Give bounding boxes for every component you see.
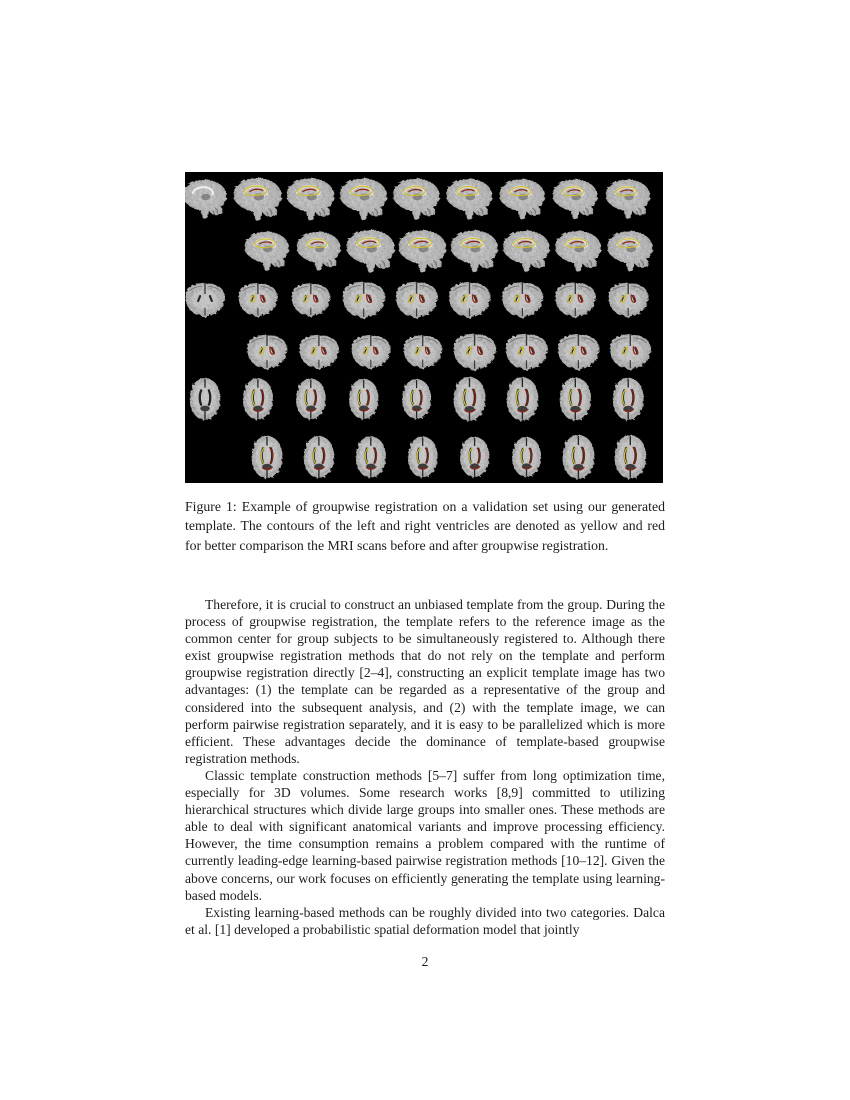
- subject-sagittal-scan: [500, 179, 545, 220]
- subject-coronal-scan: [396, 282, 437, 318]
- subject-axial-scan: [460, 437, 489, 477]
- subject-coronal-scan: [299, 335, 338, 369]
- subject-coronal-scan: [558, 335, 599, 370]
- subject-axial-scan: [507, 377, 539, 420]
- brain-grid-svg: [185, 172, 663, 483]
- template-axial-scan: [190, 378, 220, 420]
- subject-coronal-scan: [506, 334, 547, 370]
- subject-axial-scan: [252, 436, 283, 478]
- subject-sagittal-scan: [606, 180, 650, 220]
- subject-coronal-scan: [454, 334, 496, 370]
- subject-coronal-scan: [502, 283, 542, 318]
- subject-coronal-scan: [555, 283, 595, 318]
- subject-coronal-scan: [449, 283, 490, 318]
- subject-sagittal-scan: [447, 179, 493, 220]
- subject-sagittal-scan: [553, 179, 598, 219]
- subject-coronal-scan: [247, 335, 287, 369]
- page-number: 2: [421, 954, 429, 969]
- subject-sagittal-scan: [234, 178, 282, 221]
- subject-sagittal-scan: [393, 179, 439, 221]
- paragraph-3: Existing learning-based methods can be roughly divided into two categories. Dalca et al. [1] developed a probabilistic spatial deformation model that jointly: [185, 904, 665, 937]
- subject-axial-scan: [615, 435, 647, 478]
- subject-axial-scan: [454, 377, 486, 421]
- subject-axial-scan: [296, 379, 326, 420]
- subject-sagittal-scan: [451, 230, 498, 272]
- subject-coronal-scan: [292, 284, 330, 317]
- subject-axial-scan: [408, 437, 438, 478]
- subject-sagittal-scan: [287, 178, 334, 221]
- figure-caption: Figure 1: Example of groupwise registration on a validation set using our generated template. The contours of the left and right ventricles are denoted as yellow and red for better comparison the MRI scans before and after groupwise registration.: [185, 499, 665, 553]
- subject-sagittal-scan: [608, 231, 653, 272]
- subject-coronal-scan: [239, 284, 278, 317]
- subject-sagittal-scan: [347, 230, 395, 273]
- subject-coronal-scan: [610, 335, 650, 370]
- subject-axial-scan: [243, 378, 273, 419]
- subject-axial-scan: [356, 436, 386, 477]
- subject-sagittal-scan: [399, 230, 446, 273]
- subject-coronal-scan: [343, 282, 385, 318]
- figure-image: [185, 172, 663, 483]
- subject-coronal-scan: [352, 336, 391, 369]
- subject-sagittal-scan: [297, 232, 340, 271]
- body-text: [185, 596, 665, 938]
- subject-axial-scan: [613, 378, 644, 420]
- subject-axial-scan: [402, 379, 431, 419]
- subject-axial-scan: [349, 379, 378, 419]
- subject-sagittal-scan: [555, 231, 601, 272]
- paragraph-1: Therefore, it is crucial to construct an unbiased template from the group. During the process of groupwise registration, the template refers to the reference image as the common center for group subjects to be simultaneously registered to. Although there exist groupwise registration methods that do not rely on the template and perform groupwise registration directly [2–4], constructing an explicit template image has two advantages: (1) the template can be regarded as a representative of the group and considered into the subsequent analysis, and (2) with the template image, we can perform pairwise registration separately, and it is easy to be parallelized which is more efficient. These advantages decide the dominance of template-based groupwise registration methods.: [185, 597, 665, 766]
- template-coronal-scan: [185, 283, 224, 317]
- subject-axial-scan: [512, 437, 541, 477]
- paragraph-2: Classic template construction methods [5–7] suffer from long optimization time, especially for 3D volumes. Some research works [8,9] committed to utilizing hierarchical structures which divide large groups into smaller ones. These methods are able to deal with significant anatomical variants and improve processing efficiency. However, the time consumption remains a problem compared with the runtime of currently leading-edge learning-based pairwise registration methods [10–12]. Given the above concerns, our work focuses on efficiently generating the template using learning-based models.: [185, 767, 665, 903]
- subject-coronal-scan: [608, 283, 648, 317]
- subject-sagittal-scan: [503, 231, 549, 273]
- subject-axial-scan: [304, 436, 334, 478]
- subject-sagittal-scan: [340, 178, 387, 220]
- template-sagittal-scan: [185, 180, 227, 219]
- subject-axial-scan: [560, 378, 591, 421]
- subject-axial-scan: [562, 435, 594, 479]
- subject-sagittal-scan: [245, 232, 289, 272]
- subject-coronal-scan: [404, 336, 442, 369]
